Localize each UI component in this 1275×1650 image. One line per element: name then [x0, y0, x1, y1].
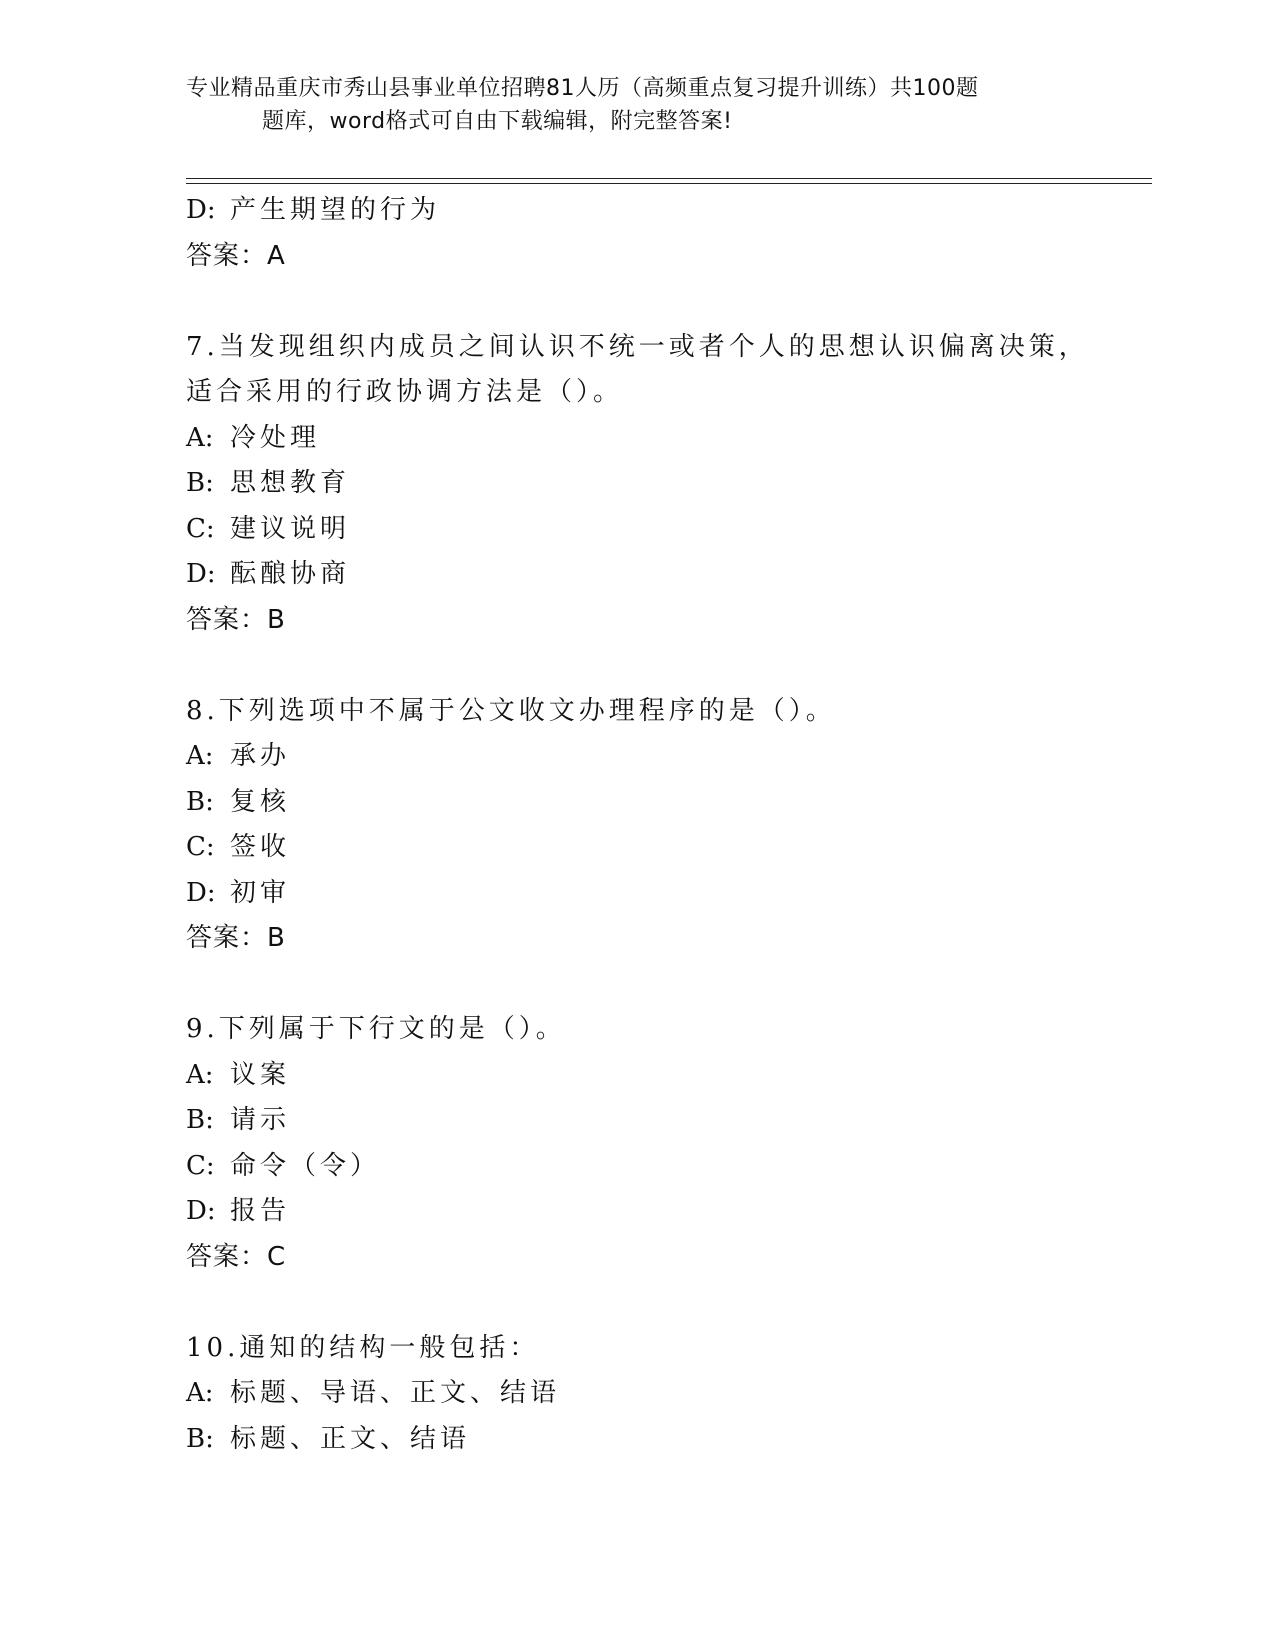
- option-letter: B:: [186, 1105, 214, 1135]
- question-stem: 10.通知的结构一般包括：: [186, 1332, 540, 1363]
- option-letter: D:: [186, 559, 216, 589]
- question-8: [186, 689, 1146, 962]
- answer-line: 答案：B: [186, 923, 286, 953]
- question-7: [186, 325, 1146, 644]
- header-line-1: 专业精品重庆市秀山县事业单位招聘81人历（高频重点复习提升训练）共100题: [186, 76, 979, 101]
- answer-line: 答案：C: [186, 1241, 287, 1272]
- option-a: [186, 1371, 1146, 1417]
- answer-line: 答案：B: [186, 604, 286, 635]
- header-line-2: 题库，word格式可自由下载编辑，附完整答案!: [262, 109, 733, 134]
- option-text: 冷处理: [230, 422, 321, 453]
- option-a: [186, 416, 1146, 462]
- header-divider-top: [186, 178, 1152, 179]
- option-a: [186, 734, 1146, 780]
- option-letter: B:: [186, 786, 214, 817]
- option-text: 思想教育: [230, 468, 351, 498]
- option-b: [186, 1098, 1146, 1144]
- option-text: 标题、正文、结语: [230, 1423, 471, 1454]
- option-text: 产生期望的行为: [230, 195, 441, 225]
- document-header: [186, 72, 1086, 138]
- option-letter: A:: [186, 1378, 214, 1408]
- option-d: [186, 188, 1146, 234]
- option-c: [186, 825, 1146, 871]
- option-letter: D:: [186, 877, 216, 908]
- option-letter: D:: [186, 1196, 216, 1226]
- option-text: 命令（令）: [230, 1150, 381, 1181]
- header-divider-bottom: [186, 183, 1152, 184]
- answer-line: 答案：A: [186, 240, 286, 271]
- option-letter: A:: [186, 422, 214, 453]
- option-letter: C:: [186, 1150, 215, 1181]
- option-letter: C:: [186, 513, 215, 544]
- option-letter: A:: [186, 1059, 214, 1090]
- question-stem: 7.当发现组织内成员之间认识不统一或者个人的思想认识偏离决策，: [186, 331, 1089, 362]
- question-stem-continued: 适合采用的行政协调方法是（）。: [186, 377, 624, 407]
- option-text: 议案: [230, 1059, 291, 1090]
- option-letter: B:: [186, 468, 214, 498]
- option-c: [186, 1144, 1146, 1190]
- option-d: [186, 871, 1146, 917]
- option-letter: C:: [186, 832, 215, 862]
- question-10: [186, 1326, 1146, 1463]
- option-text: 复核: [230, 786, 291, 817]
- question-stem: 8.下列选项中不属于公文收文办理程序的是（）。: [186, 695, 836, 726]
- option-text: 建议说明: [230, 513, 351, 544]
- option-letter: B:: [186, 1423, 214, 1454]
- option-a: [186, 1053, 1146, 1099]
- option-letter: D:: [186, 195, 216, 225]
- option-b: [186, 1417, 1146, 1463]
- question-stem: 9.下列属于下行文的是（）。: [186, 1014, 566, 1044]
- option-d: [186, 1189, 1146, 1235]
- option-d: [186, 552, 1146, 598]
- question-list: [186, 188, 1146, 1462]
- option-text: 请示: [230, 1105, 291, 1135]
- option-text: 签收: [230, 832, 291, 862]
- option-text: 标题、导语、正文、结语: [230, 1378, 561, 1408]
- option-b: [186, 461, 1146, 507]
- option-text: 初审: [230, 877, 291, 908]
- option-text: 报告: [230, 1196, 291, 1226]
- option-letter: A:: [186, 741, 214, 771]
- option-c: [186, 507, 1146, 553]
- option-b: [186, 780, 1146, 826]
- question-9: [186, 1007, 1146, 1280]
- option-text: 酝酿协商: [230, 559, 351, 589]
- option-text: 承办: [230, 741, 291, 771]
